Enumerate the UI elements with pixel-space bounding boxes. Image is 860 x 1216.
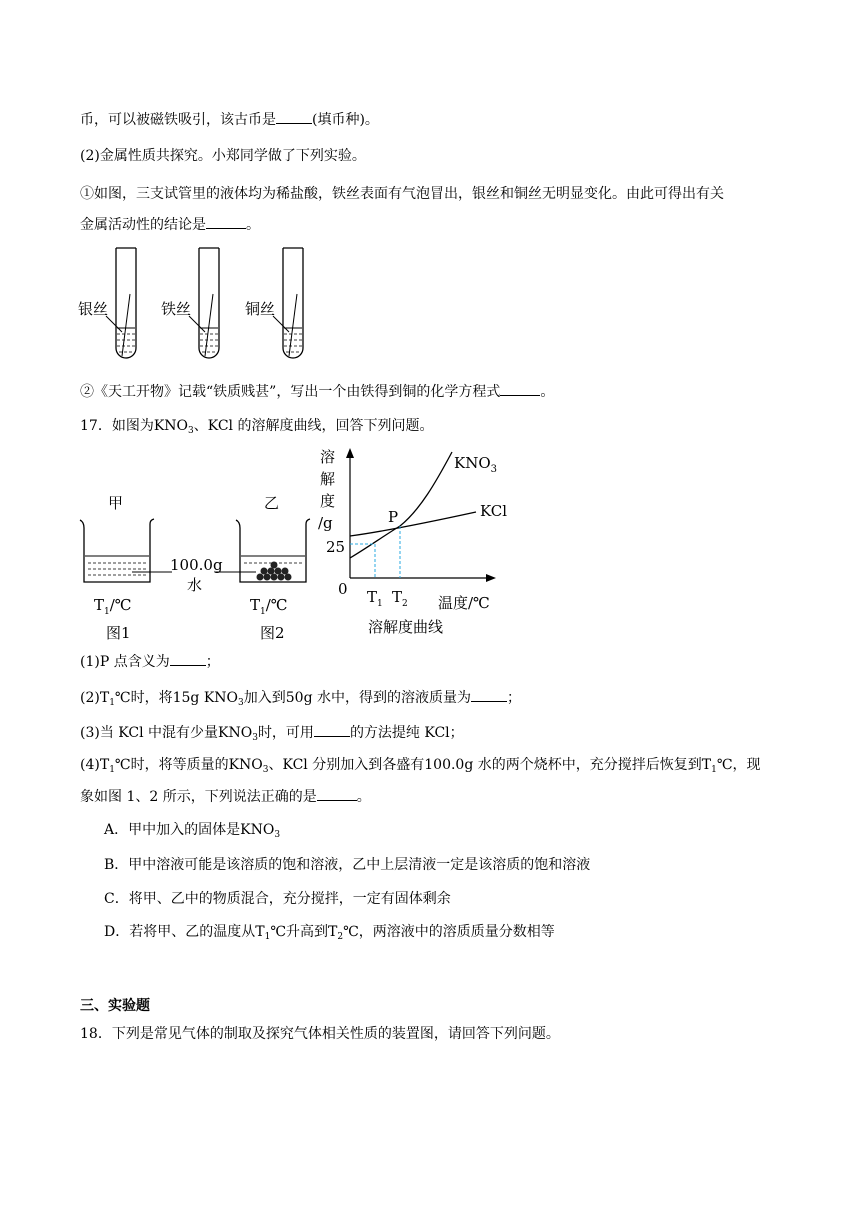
- legend-kno3: $KNO_3$: [454, 454, 498, 475]
- text-segment: (1)P 点含义为: [80, 654, 170, 670]
- text-segment: 象如图 1、2 所示，下列说法正确的是: [80, 789, 317, 805]
- series-kcl-line: [350, 512, 476, 536]
- text-segment: 、KCl 分别加入到各盛有: [268, 757, 425, 773]
- formula-subscript: 3: [188, 426, 194, 436]
- text-segment: (4): [80, 757, 100, 773]
- x-axis-label: 温度/℃: [438, 594, 490, 612]
- x-tick-t2: $T_2$: [392, 588, 408, 609]
- formula-kno3: KNO: [203, 690, 239, 706]
- tube-label-silver: 银丝: [78, 300, 109, 318]
- option-text: A．甲中加入的固体是: [104, 822, 241, 838]
- option-a[interactable]: [104, 820, 280, 845]
- chart-title: 溶解度曲线: [368, 618, 444, 636]
- point-p-label: P: [388, 508, 399, 526]
- answer-blank[interactable]: [471, 689, 507, 702]
- test-tubes-figure: [76, 244, 316, 370]
- x-tick-t1: $T_1$: [367, 588, 383, 609]
- question-17-stem: [80, 416, 433, 441]
- tube-label-iron: 铁丝: [161, 300, 192, 318]
- text-segment: ℃，现: [716, 757, 761, 773]
- tube-label-copper: 铜丝: [245, 300, 276, 318]
- beaker-1-temp: $T_1/℃$: [94, 596, 132, 617]
- text-segment: 币，可以被磁铁吸引，该古币是: [80, 112, 276, 128]
- question-17-part-4-cont: [80, 787, 371, 807]
- figure-1-caption: 图1: [106, 624, 131, 642]
- beaker-2-temp: $T_1/℃$: [250, 596, 288, 617]
- text-segment: ；: [506, 690, 521, 706]
- x-axis-arrow: [486, 574, 496, 582]
- option-c[interactable]: C．将甲、乙中的物质混合，充分搅拌，一定有固体剩余: [104, 891, 451, 907]
- water-amount-label: 100.0g: [170, 556, 223, 574]
- formula-t: T: [99, 690, 110, 706]
- formula-subscript: 3: [262, 765, 269, 775]
- beaker-label-yi: 乙: [264, 494, 280, 512]
- formula-50g: 50g: [285, 690, 313, 706]
- formula-subscript: 1: [109, 765, 115, 775]
- option-text: ℃升高到: [270, 924, 328, 940]
- figure-2-caption: 图2: [260, 624, 285, 642]
- text-segment: 水中，得到的溶液质量为: [316, 690, 471, 706]
- text-segment: 时，可用: [257, 725, 314, 741]
- question-17-part-2: [80, 688, 521, 713]
- text-segment: 的方法提纯 KCl；: [349, 725, 464, 741]
- text-segment: 、KCl 的溶解度曲线，回答下列问题。: [193, 418, 434, 434]
- beaker-1: [80, 519, 154, 582]
- formula-subscript: 3: [252, 733, 258, 743]
- text-segment: (2): [80, 690, 100, 706]
- text-line-4: [80, 215, 260, 235]
- answer-blank[interactable]: [276, 111, 312, 124]
- formula-15g: 15g: [172, 690, 200, 706]
- text-line-3: ①如图，三支试管里的液体均为稀盐酸，铁丝表面有气泡冒出，银丝和铜丝无明显变化。由此可得出有关: [80, 186, 724, 202]
- legend-kcl: KCl: [480, 502, 508, 520]
- iron-wire: [205, 294, 213, 356]
- text-segment: ℃时，将等质量的: [114, 757, 229, 773]
- text-segment: 。: [540, 384, 555, 400]
- formula-subscript: 3: [274, 830, 281, 840]
- answer-blank[interactable]: [317, 788, 357, 801]
- formula-kno3: KNO: [218, 725, 253, 741]
- text-segment: 加入到: [243, 690, 286, 706]
- formula-kno3: KNO: [228, 757, 263, 773]
- undissolved-solid: [257, 562, 292, 581]
- solubility-chart: [310, 442, 520, 642]
- copper-wire: [289, 294, 297, 356]
- y-axis-label-char: 解: [320, 470, 336, 488]
- text-segment: (3)当 KCl 中混有少量: [80, 725, 219, 741]
- origin-label: 0: [338, 580, 348, 598]
- option-b[interactable]: B．甲中溶液可能是该溶质的饱和溶液，乙中上层清液一定是该溶质的饱和溶液: [104, 857, 591, 873]
- text-line-2: (2)金属性质共探究。小郑同学做了下列实验。: [80, 148, 366, 164]
- section-heading-experiment: 三、实验题: [80, 998, 150, 1014]
- option-d[interactable]: [104, 922, 555, 947]
- formula-kno3: KNO: [240, 822, 275, 838]
- formula-subscript: 2: [337, 932, 344, 942]
- question-18-stem: 18．下列是常见气体的制取及探究气体相关性质的装置图，请回答下列问题。: [80, 1026, 560, 1042]
- silver-wire: [122, 294, 130, 356]
- y-axis-label-char: /g: [318, 514, 333, 532]
- answer-blank[interactable]: [314, 724, 350, 737]
- formula-kno3: KNO: [153, 418, 189, 434]
- formula-subscript: 1: [109, 698, 115, 708]
- water-label: 水: [187, 576, 203, 594]
- formula-100g: 100.0g: [424, 757, 474, 773]
- y-axis-label-char: 溶: [320, 448, 336, 466]
- beaker-label-jia: 甲: [108, 494, 124, 512]
- y-axis-arrow: [346, 448, 354, 458]
- answer-blank[interactable]: [206, 216, 246, 229]
- y-axis-label-char: 度: [320, 492, 336, 510]
- text-segment: (填币种)。: [312, 112, 379, 128]
- text-line-5: [80, 382, 554, 402]
- text-segment: 。: [356, 789, 371, 805]
- question-17-part-3: [80, 723, 464, 748]
- text-segment: ②《天工开物》记载“铁质贱甚”，写出一个由铁得到铜的化学方程式: [80, 384, 501, 400]
- y-tick-25: 25: [326, 538, 346, 556]
- option-text: D．若将甲、乙的温度从: [104, 924, 256, 940]
- series-kno3-line: [350, 452, 452, 558]
- option-text: ℃，两溶液中的溶质质量分数相等: [343, 924, 555, 940]
- formula-subscript: 1: [264, 932, 271, 942]
- text-segment: 金属活动性的结论是: [80, 217, 206, 233]
- answer-blank[interactable]: [500, 383, 540, 396]
- question-17-part-1: [80, 652, 220, 672]
- text-segment: 水的两个烧杯中，充分搅拌后恢复到: [477, 757, 702, 773]
- formula-t: T: [255, 924, 265, 940]
- answer-blank[interactable]: [170, 653, 206, 666]
- beakers-figure: [70, 486, 330, 646]
- formula-subscript: 1: [711, 765, 717, 775]
- text-segment: 17．如图为: [80, 418, 154, 434]
- formula-t: T: [99, 757, 110, 773]
- text-line-1: [80, 110, 379, 130]
- formula-t: T: [701, 757, 712, 773]
- formula-t: T: [327, 924, 338, 940]
- formula-subscript: 3: [238, 698, 244, 708]
- text-segment: ；: [205, 654, 220, 670]
- text-segment: 。: [246, 217, 260, 233]
- question-17-part-4: [80, 755, 761, 780]
- text-segment: ℃时，将: [114, 690, 173, 706]
